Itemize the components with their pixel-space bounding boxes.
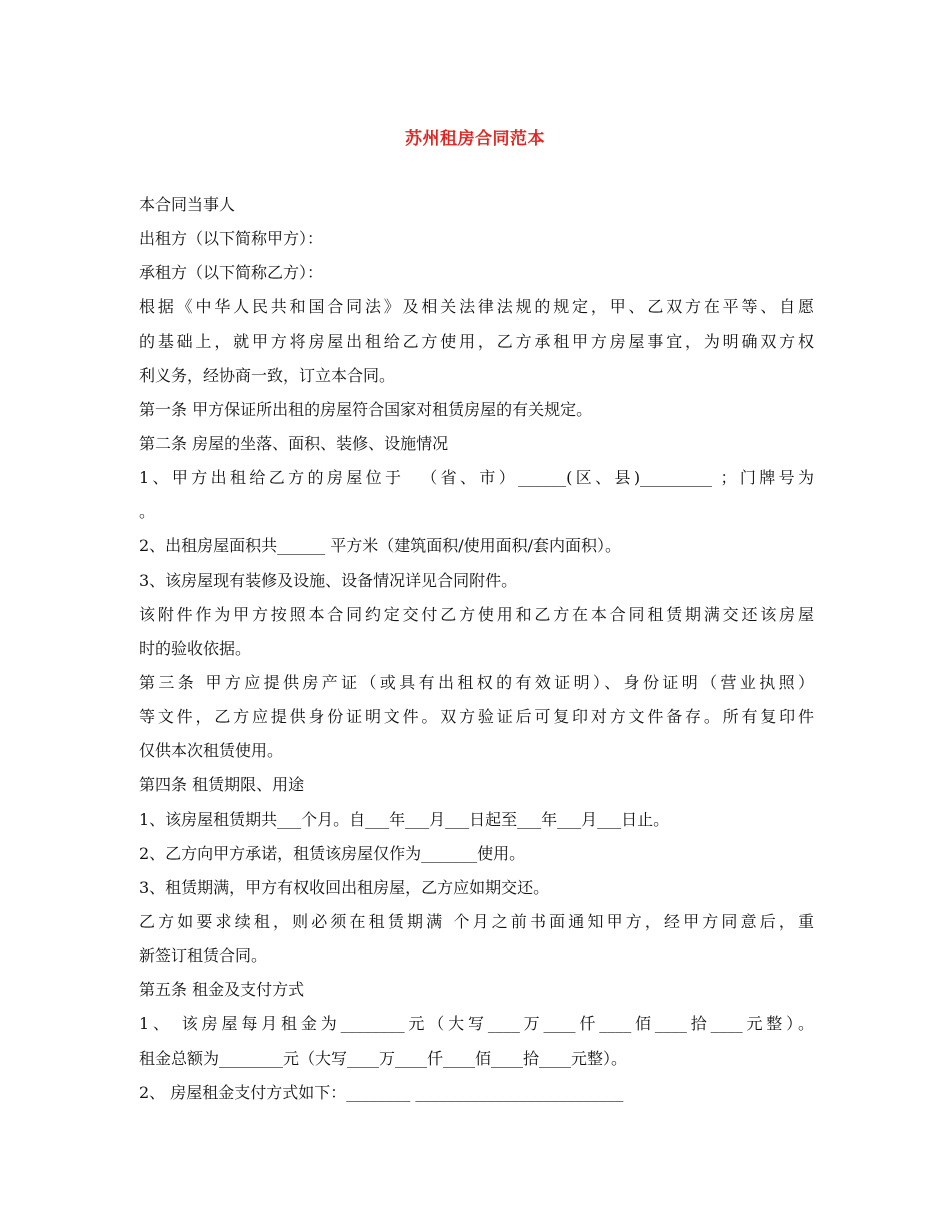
- text-line: 乙方如要求续租，则必须在租赁期满 个月之前书面通知甲方，经甲方同意后，重: [139, 911, 814, 931]
- text-line: 1、 该房屋每月租金为________元（大写____万____仟____佰____拾____元整）。: [139, 1014, 814, 1034]
- text-line: 2、乙方向甲方承诺，租赁该房屋仅作为_______使用。: [139, 843, 526, 863]
- text-line: 时的验收依据。: [139, 638, 252, 658]
- text-line: 第三条 甲方应提供房产证（或具有出租权的有效证明）、身份证明（营业执照）: [139, 672, 814, 692]
- text-line: 租金总额为________元（大写____万____仟____佰____拾____元整）。: [139, 1048, 628, 1068]
- text-line: 等文件，乙方应提供身份证明文件。双方验证后可复印对方文件备存。所有复印件: [139, 707, 814, 727]
- text-line: 第四条 租赁期限、用途: [139, 775, 305, 795]
- document-body: [139, 193, 814, 1115]
- text-line: 1、该房屋租赁期共___个月。自___年___月___日起至___年___月___日止。: [139, 809, 670, 829]
- text-line: 3、该房屋现有装修及设施、设备情况详见合同附件。: [139, 570, 518, 590]
- text-line: 3、租赁期满，甲方有权收回出租房屋，乙方应如期交还。: [139, 877, 550, 897]
- document-title: 苏州租房合同范本: [405, 129, 545, 149]
- text-line: 2、 房屋租金支付方式如下：________ __________________________: [139, 1082, 624, 1102]
- text-line: 第五条 租金及支付方式: [139, 980, 305, 1000]
- text-line: 利义务，经协商一致，订立本合同。: [139, 365, 396, 385]
- text-line: 第二条 房屋的坐落、面积、装修、设施情况: [139, 433, 449, 453]
- text-line: 。: [139, 502, 156, 522]
- text-line: 本合同当事人: [139, 195, 236, 214]
- text-line: 该附件作为甲方按照本合同约定交付乙方使用和乙方在本合同租赁期满交还该房屋: [139, 604, 814, 624]
- text-line: 仅供本次租赁使用。: [139, 741, 284, 761]
- text-line: 根据《中华人民共和国合同法》及相关法律法规的规定，甲、乙双方在平等、自愿: [139, 297, 814, 317]
- text-line: 2、出租房屋面积共______ 平方米（建筑面积/使用面积/套内面积）。: [139, 536, 622, 556]
- text-line: 的基础上，就甲方将房屋出租给乙方使用，乙方承租甲方房屋事宜，为明确双方权: [139, 331, 814, 351]
- text-line: 第一条 甲方保证所出租的房屋符合国家对租赁房屋的有关规定。: [139, 399, 593, 419]
- text-line: 承租方（以下简称乙方）：: [139, 263, 324, 283]
- text-line: 出租方（以下简称甲方）：: [139, 229, 324, 249]
- text-line: 1、甲方出租给乙方的房屋位于 （省、市）______(区、县)_________ ；门牌号为: [139, 468, 814, 488]
- text-line: 新签订租赁合同。: [139, 946, 268, 966]
